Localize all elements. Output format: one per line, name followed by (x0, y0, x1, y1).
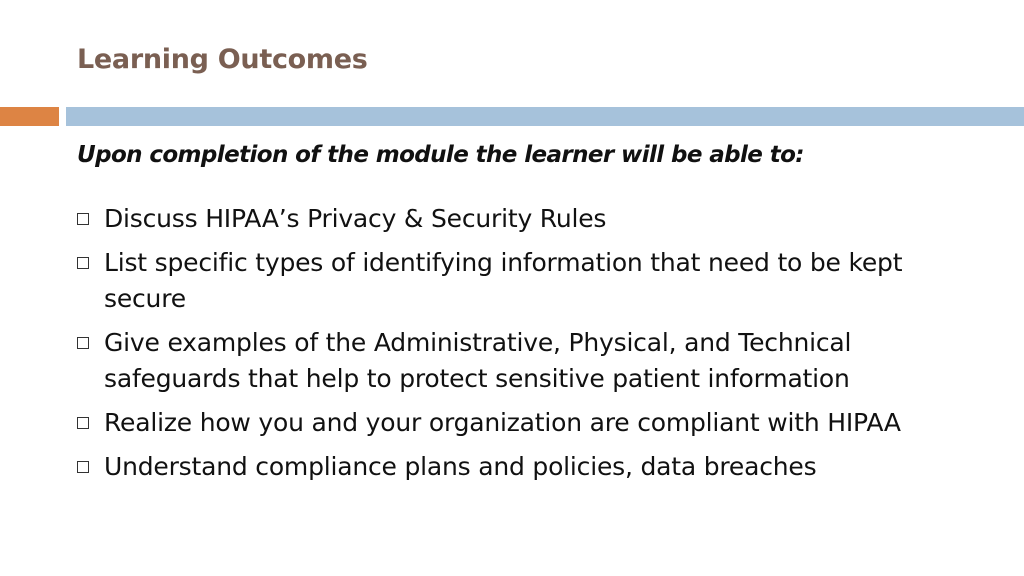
square-outline-icon (77, 257, 89, 269)
square-outline-icon (77, 337, 89, 349)
accent-bar-orange (0, 107, 59, 126)
bullet-item (77, 449, 957, 485)
bullet-text: List specific types of identifying information that need to be kept secure (104, 248, 903, 313)
bullet-text: Understand compliance plans and policies, data breaches (104, 452, 817, 481)
bullet-text: Discuss HIPAA’s Privacy & Security Rules (104, 204, 607, 233)
bullet-item (77, 325, 957, 397)
slide-subtitle: Upon completion of the module the learner will be able to: (77, 142, 804, 168)
bullet-item (77, 201, 957, 237)
square-outline-icon (77, 213, 89, 225)
slide-title: Learning Outcomes (77, 44, 368, 75)
accent-bar-blue (66, 107, 1024, 126)
bullet-text: Give examples of the Administrative, Physical, and Technical safeguards that help to protect sensitive patient information (104, 328, 852, 393)
bullet-item (77, 245, 957, 317)
bullet-list (77, 201, 957, 493)
bullet-text: Realize how you and your organization are compliant with HIPAA (104, 408, 901, 437)
bullet-item (77, 405, 957, 441)
square-outline-icon (77, 417, 89, 429)
square-outline-icon (77, 461, 89, 473)
